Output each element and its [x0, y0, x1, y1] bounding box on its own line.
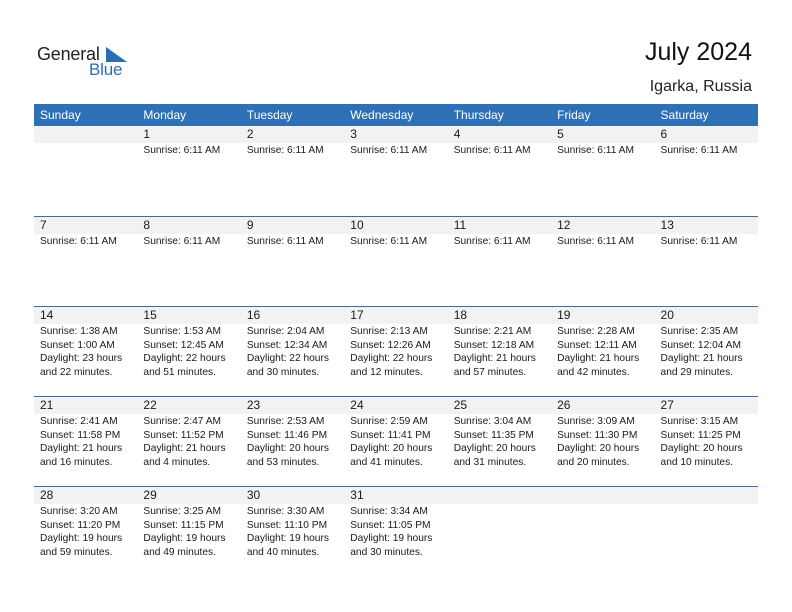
calendar-day	[241, 487, 344, 576]
day-sun-info	[344, 504, 447, 559]
day-number: 9	[241, 217, 344, 234]
sun-info-line: Sunset: 11:46 PM	[246, 429, 328, 441]
sun-info-line: Sunset: 11:10 PM	[246, 519, 328, 531]
sun-info-line: Sunrise: 6:11 AM	[40, 236, 117, 247]
day-sun-info	[344, 143, 447, 158]
day-number: 6	[655, 126, 758, 143]
day-number: 2	[241, 126, 344, 143]
calendar-day-empty	[655, 487, 758, 576]
day-number: 25	[448, 397, 551, 414]
sun-info-line: and 59 minutes.	[40, 546, 113, 558]
logo-blue-text: Blue	[89, 60, 123, 79]
day-number: 16	[241, 307, 344, 324]
sun-info-line: Sunset: 12:11 AM	[557, 339, 637, 351]
sun-info-line: Sunrise: 6:11 AM	[350, 236, 428, 247]
day-sun-info	[344, 414, 447, 469]
sun-info-line: Sunset: 11:35 PM	[453, 429, 534, 441]
calendar-week	[34, 306, 758, 396]
day-number: 11	[448, 217, 551, 234]
sun-info-line: Sunrise: 2:21 AM	[453, 326, 532, 337]
calendar-day	[344, 487, 447, 576]
sun-info-line: Sunrise: 2:13 AM	[350, 326, 428, 337]
weekday-label: Thursday	[453, 108, 504, 122]
day-sun-info	[344, 324, 447, 379]
sun-info-line: Daylight: 19 hours	[40, 533, 123, 544]
sun-info-line: Sunrise: 2:28 AM	[557, 326, 635, 337]
calendar-day	[448, 217, 551, 306]
sun-info-line: and 30 minutes.	[246, 366, 320, 378]
sun-info-line: Daylight: 22 hours	[143, 353, 226, 364]
sun-info-line: Sunset: 11:20 PM	[40, 519, 121, 531]
day-number: 17	[344, 307, 447, 324]
sun-info-line: Daylight: 22 hours	[246, 353, 329, 364]
sun-info-line: Sunset: 12:18 AM	[453, 339, 535, 351]
day-sun-info	[655, 324, 758, 379]
day-sun-info	[551, 324, 654, 379]
day-sun-info	[241, 143, 344, 158]
sun-info-line: Sunset: 12:04 AM	[660, 339, 741, 351]
day-number: 1	[137, 126, 240, 143]
day-number: 14	[34, 307, 137, 324]
day-sun-info	[34, 504, 137, 559]
day-number: 30	[241, 487, 344, 504]
day-number: 8	[137, 217, 240, 234]
sun-info-line: Daylight: 19 hours	[350, 533, 433, 544]
day-number: 13	[655, 217, 758, 234]
sun-info-line: Sunrise: 3:15 AM	[660, 416, 739, 427]
calendar-day	[241, 217, 344, 306]
calendar-day-empty	[34, 126, 137, 216]
day-sun-info	[448, 234, 551, 249]
calendar-day	[241, 307, 344, 396]
sun-info-line: Sunrise: 3:20 AM	[40, 506, 118, 517]
day-sun-info	[448, 143, 551, 158]
sun-info-line: Sunset: 11:05 PM	[350, 519, 431, 531]
calendar-day-empty	[551, 487, 654, 576]
location-subtitle: Igarka, Russia	[649, 78, 752, 95]
sun-info-line: Daylight: 23 hours	[40, 353, 123, 364]
sun-info-line: and 4 minutes.	[143, 456, 211, 468]
weekday-label: Sunday	[40, 108, 81, 122]
sun-info-line: and 10 minutes.	[660, 456, 734, 468]
calendar-day	[448, 397, 551, 486]
sun-info-line: Sunrise: 6:11 AM	[453, 236, 531, 247]
weekday-label: Wednesday	[350, 108, 414, 122]
sun-info-line: Sunrise: 2:04 AM	[246, 326, 325, 337]
day-number: 21	[34, 397, 137, 414]
sun-info-line: Daylight: 19 hours	[246, 533, 329, 544]
calendar-day	[137, 397, 240, 486]
sun-info-line: and 16 minutes.	[40, 456, 113, 468]
calendar-day	[344, 307, 447, 396]
calendar-day	[655, 307, 758, 396]
sun-info-line: Daylight: 19 hours	[143, 533, 226, 544]
calendar-day	[137, 217, 240, 306]
sun-info-line: Sunrise: 2:59 AM	[350, 416, 428, 427]
page-title: July 2024	[644, 38, 752, 66]
day-number: 10	[344, 217, 447, 234]
sun-info-line: Sunrise: 6:11 AM	[557, 145, 634, 156]
sun-info-line: Daylight: 20 hours	[350, 443, 433, 454]
day-sun-info	[34, 324, 137, 379]
sun-info-line: Sunrise: 2:47 AM	[143, 416, 222, 427]
sun-info-line: Sunrise: 6:11 AM	[246, 145, 324, 156]
weekday-label: Monday	[143, 108, 187, 122]
weekday-label: Saturday	[660, 108, 709, 122]
calendar-day	[34, 397, 137, 486]
day-number: 31	[344, 487, 447, 504]
day-number: 5	[551, 126, 654, 143]
calendar-day	[34, 217, 137, 306]
day-number: 12	[551, 217, 654, 234]
day-number: 24	[344, 397, 447, 414]
calendar-day	[655, 217, 758, 306]
sun-info-line: and 31 minutes.	[453, 456, 527, 468]
calendar-day	[551, 126, 654, 216]
day-number	[34, 126, 137, 143]
day-sun-info	[551, 234, 654, 249]
day-number: 15	[137, 307, 240, 324]
calendar-day	[344, 217, 447, 306]
sun-info-line: Daylight: 20 hours	[453, 443, 536, 454]
calendar-day	[34, 307, 137, 396]
sun-info-line: Sunrise: 3:09 AM	[557, 416, 635, 427]
sun-info-line: Sunset: 12:26 AM	[350, 339, 431, 351]
calendar-week	[34, 396, 758, 486]
day-sun-info	[655, 414, 758, 469]
sun-info-line: Sunset: 11:30 PM	[557, 429, 638, 441]
sun-info-line: Sunrise: 6:11 AM	[350, 145, 428, 156]
sun-info-line: Sunrise: 6:11 AM	[143, 236, 221, 247]
sun-info-line: Sunrise: 6:11 AM	[453, 145, 531, 156]
sun-info-line: Sunset: 12:45 AM	[143, 339, 224, 351]
calendar-day	[344, 397, 447, 486]
day-number: 20	[655, 307, 758, 324]
sun-info-line: and 51 minutes.	[143, 366, 216, 378]
calendar-week	[34, 486, 758, 576]
sun-info-line: Daylight: 20 hours	[660, 443, 743, 454]
sun-info-line: Daylight: 21 hours	[143, 443, 226, 454]
calendar-day	[241, 126, 344, 216]
day-sun-info	[241, 234, 344, 249]
day-number	[551, 487, 654, 504]
sun-info-line: and 30 minutes.	[350, 546, 423, 558]
calendar-week	[34, 216, 758, 306]
calendar-day	[448, 307, 551, 396]
calendar-day	[344, 126, 447, 216]
weekday-header	[34, 104, 758, 126]
sun-info-line: Sunset: 11:41 PM	[350, 429, 431, 441]
sun-info-line: Daylight: 21 hours	[40, 443, 123, 454]
day-sun-info	[137, 143, 240, 158]
sun-info-line: and 42 minutes.	[557, 366, 630, 378]
calendar-day	[551, 217, 654, 306]
day-sun-info	[448, 324, 551, 379]
sun-info-line: Sunrise: 6:11 AM	[557, 236, 634, 247]
calendar-day	[655, 397, 758, 486]
day-sun-info	[137, 234, 240, 249]
calendar-day	[241, 397, 344, 486]
sun-info-line: Sunrise: 6:11 AM	[246, 236, 324, 247]
day-number: 4	[448, 126, 551, 143]
sun-info-line: Sunset: 12:34 AM	[246, 339, 328, 351]
sun-info-line: Sunset: 11:52 PM	[143, 429, 224, 441]
day-sun-info	[34, 234, 137, 249]
sun-info-line: Sunrise: 1:38 AM	[40, 326, 118, 337]
sun-info-line: Sunset: 11:25 PM	[660, 429, 741, 441]
day-sun-info	[241, 414, 344, 469]
day-sun-info	[34, 414, 137, 469]
sun-info-line: Sunrise: 6:11 AM	[660, 145, 738, 156]
sun-info-line: Sunrise: 3:30 AM	[246, 506, 325, 517]
day-sun-info	[137, 324, 240, 379]
day-sun-info	[137, 414, 240, 469]
sun-info-line: Daylight: 21 hours	[660, 353, 743, 364]
day-number: 3	[344, 126, 447, 143]
calendar-day	[137, 307, 240, 396]
sun-info-line: and 20 minutes.	[557, 456, 630, 468]
sun-info-line: Daylight: 21 hours	[557, 353, 640, 364]
logo	[37, 44, 137, 80]
day-sun-info	[551, 143, 654, 158]
day-number: 27	[655, 397, 758, 414]
day-number: 29	[137, 487, 240, 504]
sun-info-line: Sunrise: 2:35 AM	[660, 326, 739, 337]
sun-info-line: Sunset: 11:58 PM	[40, 429, 121, 441]
weekday-label: Tuesday	[246, 108, 293, 122]
sun-info-line: Daylight: 22 hours	[350, 353, 433, 364]
sun-info-line: and 40 minutes.	[246, 546, 320, 558]
sun-info-line: Sunrise: 3:25 AM	[143, 506, 222, 517]
day-sun-info	[137, 504, 240, 559]
day-number	[448, 487, 551, 504]
day-sun-info	[344, 234, 447, 249]
sun-info-line: Daylight: 21 hours	[453, 353, 536, 364]
calendar-day-empty	[448, 487, 551, 576]
calendar-day	[551, 397, 654, 486]
sun-info-line: Sunrise: 3:34 AM	[350, 506, 428, 517]
day-sun-info	[241, 324, 344, 379]
day-sun-info	[655, 234, 758, 249]
calendar-day	[551, 307, 654, 396]
calendar-day	[137, 487, 240, 576]
sun-info-line: Daylight: 20 hours	[246, 443, 329, 454]
logo-general-text: General	[37, 44, 100, 64]
calendar-week	[34, 126, 758, 216]
sun-info-line: and 12 minutes.	[350, 366, 423, 378]
day-number: 26	[551, 397, 654, 414]
sun-info-line: and 53 minutes.	[246, 456, 320, 468]
sun-info-line: Sunrise: 3:04 AM	[453, 416, 532, 427]
calendar-day	[137, 126, 240, 216]
sun-info-line: Sunrise: 6:11 AM	[660, 236, 738, 247]
day-sun-info	[655, 143, 758, 158]
day-number: 23	[241, 397, 344, 414]
day-sun-info	[241, 504, 344, 559]
sun-info-line: and 29 minutes.	[660, 366, 734, 378]
sun-info-line: Daylight: 20 hours	[557, 443, 640, 454]
sun-info-line: and 41 minutes.	[350, 456, 423, 468]
day-number: 19	[551, 307, 654, 324]
sun-info-line: Sunset: 11:15 PM	[143, 519, 224, 531]
calendar-day	[448, 126, 551, 216]
sun-info-line: and 49 minutes.	[143, 546, 216, 558]
sun-info-line: Sunset: 1:00 AM	[40, 339, 115, 351]
day-sun-info	[551, 414, 654, 469]
day-number: 28	[34, 487, 137, 504]
sun-info-line: Sunrise: 2:53 AM	[246, 416, 325, 427]
day-number	[655, 487, 758, 504]
calendar-day	[34, 487, 137, 576]
day-number: 18	[448, 307, 551, 324]
sun-info-line: and 57 minutes.	[453, 366, 527, 378]
day-sun-info	[448, 414, 551, 469]
sun-info-line: Sunrise: 2:41 AM	[40, 416, 118, 427]
sun-info-line: Sunrise: 6:11 AM	[143, 145, 221, 156]
weekday-label: Friday	[557, 108, 591, 122]
calendar-grid	[34, 126, 758, 576]
day-number: 22	[137, 397, 240, 414]
day-number: 7	[34, 217, 137, 234]
sun-info-line: Sunrise: 1:53 AM	[143, 326, 222, 337]
sun-info-line: and 22 minutes.	[40, 366, 113, 378]
calendar-day	[655, 126, 758, 216]
